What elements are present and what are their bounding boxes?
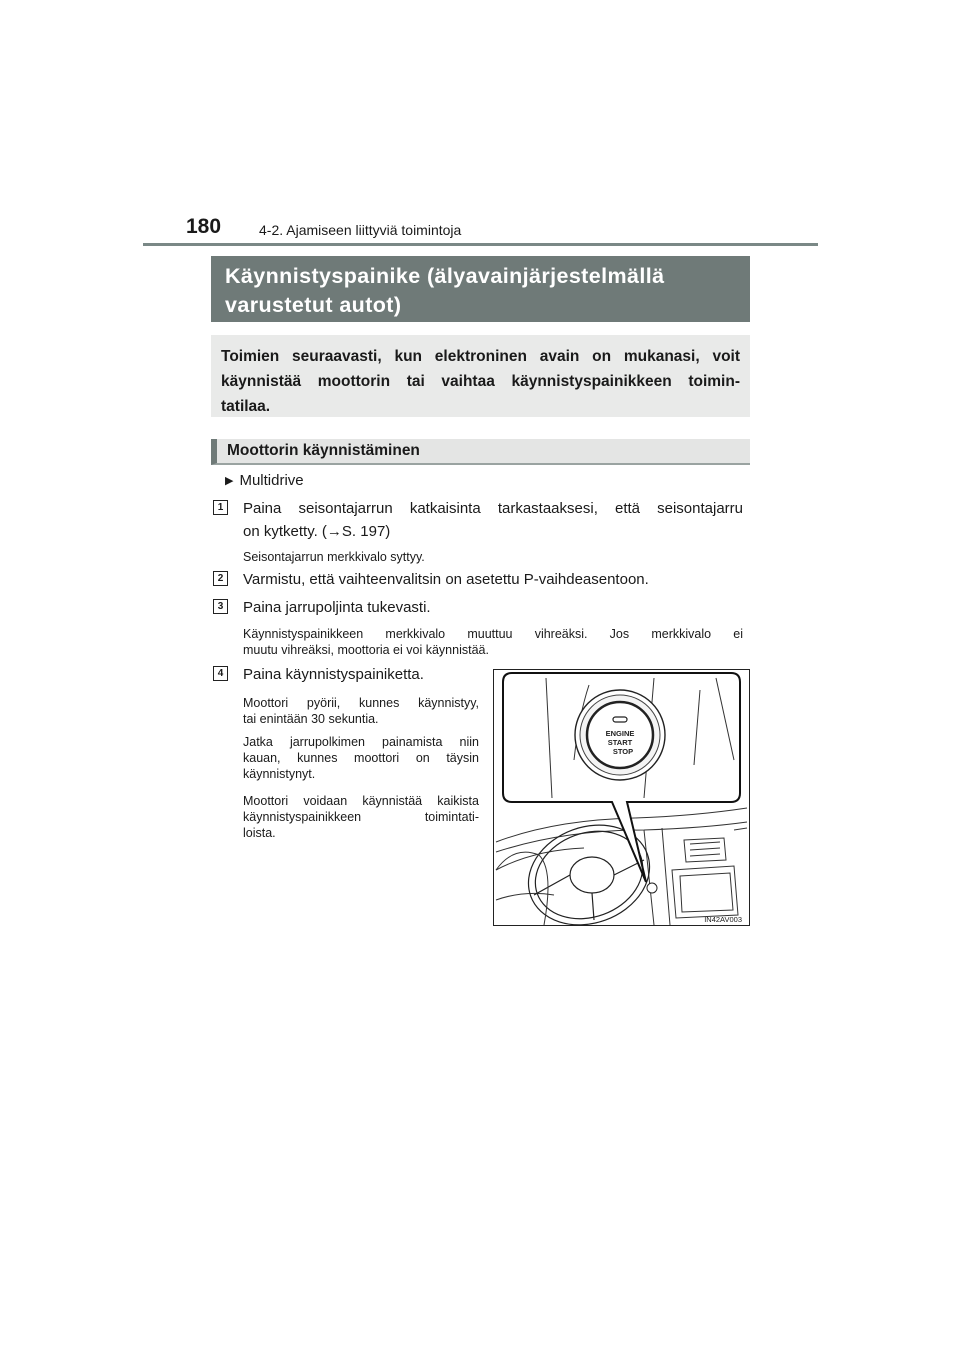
button-text-engine: ENGINE: [605, 729, 635, 738]
step-4-note-1-line-2: tai enintään 30 sekuntia.: [243, 712, 379, 726]
intro-line-3: tatilaa.: [221, 398, 271, 415]
step-1-text: [243, 497, 743, 543]
step-4-note-3-line-1: Moottori voidaan käynnistää kaikista: [243, 794, 479, 808]
page-title: [211, 256, 750, 322]
running-header: 4-2. Ajamiseen liittyviä toimintoja: [259, 222, 462, 238]
step-3-text: Paina jarrupoljinta tukevasti.: [243, 599, 431, 616]
intro-box: [211, 335, 750, 417]
step-1-line-2: on kytketty. (→S. 197): [243, 523, 391, 540]
step-4-note-3-line-2: käynnistyspainikkeen toimintati-: [243, 810, 479, 824]
step-4-note-2-line-1: Jatka jarrupolkimen painamista niin: [243, 735, 479, 749]
page-number: 180: [186, 215, 222, 238]
step-number-3: 3: [213, 599, 228, 614]
engine-start-illustration: [493, 669, 750, 926]
step-1-line-1: Paina seisontajarrun katkaisinta tarkastaaksesi, että seisontajarru: [243, 500, 743, 517]
step-4-note-3: [243, 793, 479, 841]
bullet-item: [225, 472, 304, 489]
step-4-note-3-line-3: loista.: [243, 826, 276, 840]
step-number-1: 1: [213, 500, 228, 515]
triangle-right-icon: ▶: [225, 475, 234, 487]
step-3-note-line-1: Käynnistyspainikkeen merkkivalo muuttuu vihreäksi. Jos merkkivalo ei: [243, 627, 743, 641]
intro-line-1: Toimien seuraavasti, kun elektroninen avain on mukanasi, voit: [221, 348, 740, 365]
step-4-text: Paina käynnistyspainiketta.: [243, 666, 424, 683]
step-number-4: 4: [213, 666, 228, 681]
step-number-2: 2: [213, 571, 228, 586]
section-heading: Moottorin käynnistäminen: [211, 439, 750, 465]
step-4-note-2-line-2: kauan, kunnes moottori on täysin: [243, 751, 479, 765]
step-4-note-2: [243, 734, 479, 782]
step-3-note: [243, 626, 743, 658]
step-1-note: Seisontajarrun merkkivalo syttyy.: [243, 550, 425, 564]
start-button-location-icon: [647, 883, 657, 893]
button-text-stop: STOP: [612, 747, 634, 756]
step-4-note-1-line-1: Moottori pyörii, kunnes käynnistyy,: [243, 696, 479, 710]
step-4-note-1: [243, 695, 479, 727]
bullet-label: Multidrive: [239, 472, 304, 489]
step-3-note-line-2: muutu vihreäksi, moottoria ei voi käynnistää.: [243, 643, 489, 657]
intro-line-2: käynnistää moottorin tai vaihtaa käynnistyspainikkeen toimin-: [221, 373, 740, 390]
figure-code: IN42AV003: [704, 915, 742, 924]
step-4-note-2-line-3: käynnistynyt.: [243, 767, 316, 781]
button-text-start: START: [607, 738, 633, 747]
header-rule: [143, 243, 818, 246]
step-2-text: Varmistu, että vaihteenvalitsin on asetettu P-vaihdeasentoon.: [243, 571, 649, 588]
title-line-2: varustetut autot): [225, 293, 402, 317]
illustration-svg: [494, 670, 749, 925]
title-line-1: Käynnistyspainike (älyavainjärjestelmällä: [225, 264, 665, 288]
